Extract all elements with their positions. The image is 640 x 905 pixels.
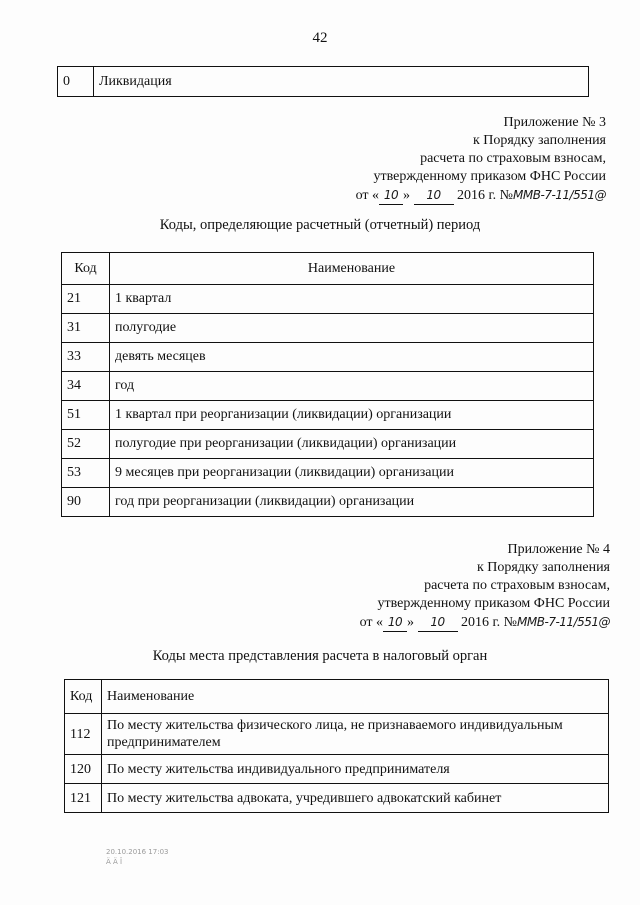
code-cell: 0 — [58, 67, 94, 97]
handwritten-month: 10 — [414, 186, 454, 205]
handwritten-day: 10 — [379, 186, 403, 205]
appendix-4-line1: к Порядку заполнения — [476, 560, 610, 575]
appendix-4-line3: утвержденному приказом ФНС России — [377, 596, 610, 611]
appendix-3-heading: Приложение № 3 — [503, 115, 606, 130]
place-codes-table — [64, 679, 609, 813]
header-name: Наименование — [110, 253, 594, 285]
table-row: 90 год при реорганизации (ликвидации) организации — [62, 488, 594, 517]
table-row: 21 1 квартал — [62, 285, 594, 314]
table-row: 121 По месту жительства адвоката, учредившего адвокатский кабинет — [65, 784, 609, 813]
name-cell: Ликвидация — [94, 67, 589, 97]
table-header-row — [65, 680, 609, 714]
period-codes-table — [61, 252, 594, 517]
period-codes-title: Коды, определяющие расчетный (отчетный) период — [159, 217, 481, 233]
handwritten-order-number: ММВ-7-11/551@ — [513, 188, 606, 202]
table-row: 51 1 квартал при реорганизации (ликвидации) организации — [62, 401, 594, 430]
table-row: 120 По месту жительства индивидуального предпринимателя — [65, 755, 609, 784]
appendix-4-heading: Приложение № 4 — [507, 542, 610, 557]
table-header-row — [62, 253, 594, 285]
header-code: Код — [62, 253, 110, 285]
handwritten-month: 10 — [418, 613, 458, 632]
handwritten-order-number: ММВ-7-11/551@ — [517, 615, 610, 629]
appendix-4-date-line: от « 10 » 10 2016 г. №ММВ-7-11/551@ — [359, 615, 610, 630]
table-row: 31 полугодие — [62, 314, 594, 343]
appendix-3-line3: утвержденному приказом ФНС России — [373, 169, 606, 184]
appendix-4-line2: расчета по страховым взносам, — [424, 578, 610, 593]
table-row: 53 9 месяцев при реорганизации (ликвидации) организации — [62, 459, 594, 488]
liquidation-table — [57, 66, 589, 97]
table-row: 33 девять месяцев — [62, 343, 594, 372]
table-row: 34 год — [62, 372, 594, 401]
header-code: Код — [65, 680, 102, 714]
appendix-3-header — [356, 114, 606, 205]
page-number: 42 — [312, 30, 328, 46]
appendix-3-date-line: от « 10 » 10 2016 г. №ММВ-7-11/551@ — [355, 188, 606, 203]
appendix-4-header — [360, 541, 610, 632]
appendix-3-line2: расчета по страховым взносам, — [420, 151, 606, 166]
table-row: 112 По месту жительства физического лица, не признаваемого индивидуальным предпринимателем — [65, 714, 609, 755]
handwritten-day: 10 — [383, 613, 407, 632]
registration-stamp: 20.10.2016 17:03 Ä Ä Î — [106, 848, 169, 866]
table-row: 52 полугодие при реорганизации (ликвидации) организации — [62, 430, 594, 459]
appendix-3-line1: к Порядку заполнения — [472, 133, 606, 148]
header-name: Наименование — [102, 680, 609, 714]
place-codes-title: Коды места представления расчета в налоговый орган — [152, 648, 488, 664]
table-row — [58, 67, 589, 97]
